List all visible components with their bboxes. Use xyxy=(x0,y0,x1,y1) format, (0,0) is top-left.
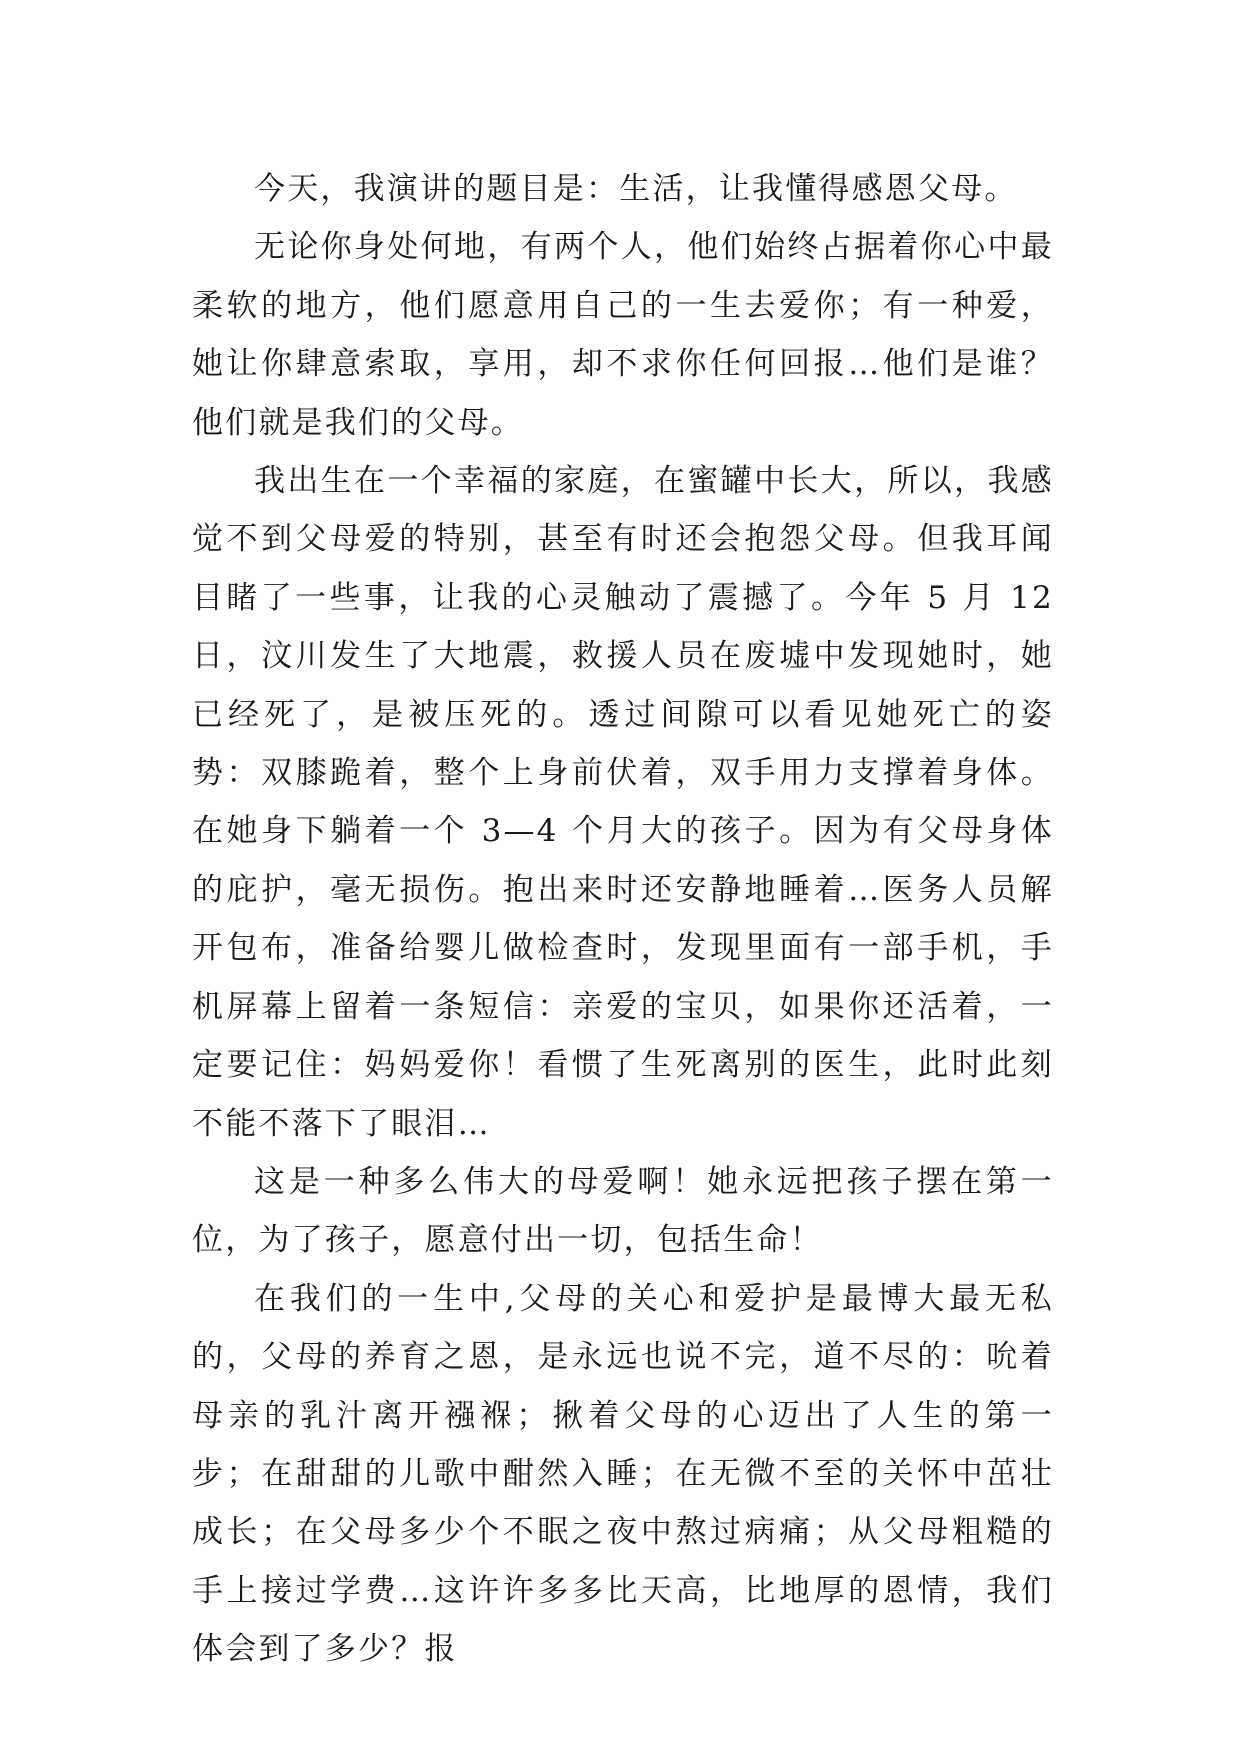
paragraph-4: 这是一种多么伟大的母爱啊！她永远把孩子摆在第一位，为了孩子，愿意付出一切，包括生命！ xyxy=(192,1163,1054,1259)
paragraph-2: 无论你身处何地，有两个人，他们始终占据着你心中最柔软的地方，他们愿意用自己的一生去爱你；有一种爱，她让你肆意索取，享用，却不求你任何回报…他们是谁？他们就是我们的父母。 xyxy=(192,229,1054,441)
paragraph-1: 今天，我演讲的题目是：生活，让我懂得感恩父母。 xyxy=(254,171,1018,207)
body-text xyxy=(192,160,1054,1679)
paragraph-3: 我出生在一个幸福的家庭，在蜜罐中长大，所以，我感觉不到父母爱的特别，甚至有时还会抱怨父母。但我耳闻目睹了一些事，让我的心灵触动了震撼了。今年 5 月 12 日，汶川发生了大地震，救援人员在废墟中发现她时，她已经死了，是被压死的。透过间隙可以看见她死亡的姿势：双膝跪着，整个上身前伏着，双手用力支撑着身体。在她身下躺着一个 3—4 个月大的孩子。因为有父母身体的庇护，毫无损伤。抱出来时还安静地睡着…医务人员解开包布，准备给婴儿做检查时，发现里面有一部手机，手机屏幕上留着一条短信：亲爱的宝贝，如果你还活着，一定要记住：妈妈爱你！看惯了生死离别的医生，此时此刻不能不落下了眼泪… xyxy=(192,463,1054,1142)
paragraph-5: 在我们的一生中,父母的关心和爱护是最博大最无私的，父母的养育之恩，是永远也说不完，道不尽的：吮着母亲的乳汁离开襁褓；揪着父母的心迈出了人生的第一步；在甜甜的儿歌中酣然入睡；在无微不至的关怀中茁壮成长；在父母多少个不眠之夜中熬过病痛；从父母粗糙的手上接过学费…这许许多多比天高，比地厚的恩情，我们体会到了多少？报 xyxy=(192,1280,1054,1668)
